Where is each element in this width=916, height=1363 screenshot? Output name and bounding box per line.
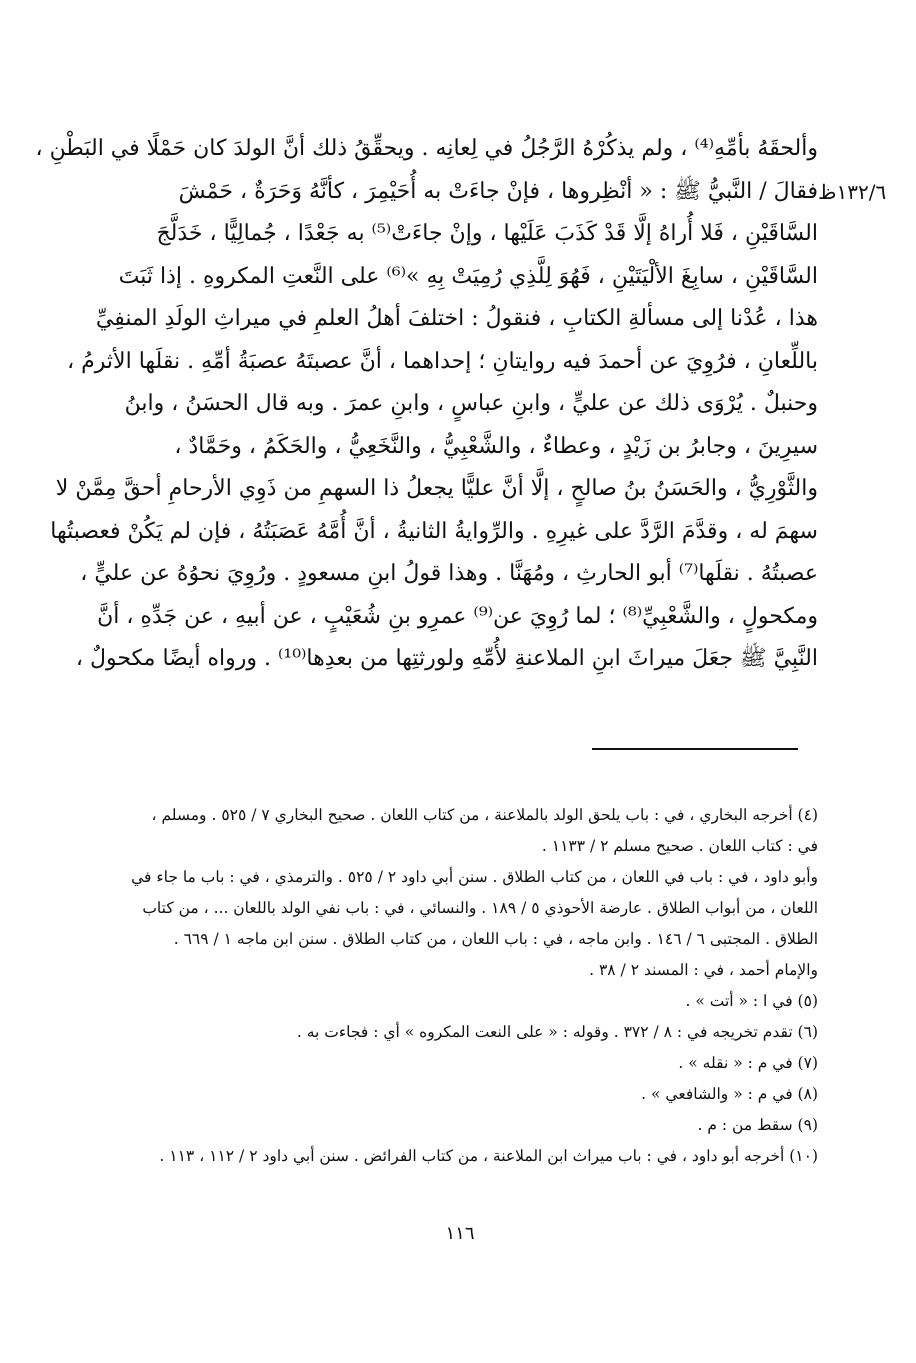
footnote-line: والإمام أحمد ، في : المسند ٢ / ٣٨ . <box>589 961 818 979</box>
body-line: وألحقَهُ بأمِّهِ⁽⁴⁾ ، ولم يذكُرْهُ الرَّجُلُ في لِعانِه . ويحقِّقُ ذلك أنَّ الولدَ كان حَمْلًا في البَطْنِ ، <box>35 136 818 161</box>
body-line: هذا ، عُدْنا إلى مسألةِ الكتابِ ، فنقولُ : اختلفَ أهلُ العلمِ في ميراثِ الولَدِ المنفِيِّ <box>95 306 818 331</box>
body-line: فقالَ / النَّبيُّ ﷺ : « أنْظِروها ، فإنْ جاءَتْ به أُحَيْمِرَ ، كأنَّهُ وَحَرَةٌ ، حَمْشَ <box>178 178 818 204</box>
footnote-line: (٦) تقدم تخريجه في : ٨ / ٣٧٢ . وقوله : « على النعت المكروه » أي : فجاءت به . <box>296 1023 818 1041</box>
footnote-line: الطلاق . المجتبى ٦ / ١٤٦ . وابن ماجه ، في : باب اللعان ، من كتاب الطلاق . سنن ابن ماجه ١ / ٦٦٩ . <box>173 930 818 948</box>
footnote-line: (٩) سقط من : م . <box>697 1116 818 1134</box>
body-line: النَّبِيَّ ﷺ جعَلَ ميراثَ ابنِ الملاعنةِ لأُمِّهِ ولورثتِها من بعدِها⁽¹⁰⁾ . ورواه أيضًا مكحولٌ ، <box>75 646 818 671</box>
body-line: باللِّعانِ ، فرُوِيَ عن أحمدَ فيه روايتانِ ؛ إحداهما ، أنَّ عصبتَهُ عصبَةُ أمِّهِ . نقلَها الأثرمُ ، <box>67 348 818 374</box>
footnote-line: (٧) في م : « نقله » . <box>678 1054 818 1072</box>
footnote-line: (٥) في ا : « أتت » . <box>685 992 818 1010</box>
footnote-line: وأبو داود ، في : باب في اللعان ، من كتاب الطلاق . سنن أبي داود ٢ / ٥٢٥ . والترمذي ، في : باب ما جاء في <box>131 868 818 886</box>
footnote-line: (٨) في م : « والشافعي » . <box>641 1085 818 1103</box>
footnote-line: في : كتاب اللعان . صحيح مسلم ٢ / ١١٣٣ . <box>541 837 818 855</box>
footnote-line: (٤) أخرجه البخاري ، في : باب يلحق الولد بالملاعنة ، من كتاب اللعان . صحيح البخاري ٧ / ٥٢٥ . ومسلم ، <box>151 806 818 824</box>
body-line: وحنبلٌ . يُرْوَى ذلك عن عليٍّ ، وابنِ عباسٍ ، وابنِ عمرَ . وبه قال الحسَنُ ، وابنُ <box>124 391 818 416</box>
main-text <box>35 128 818 681</box>
body-line: سهمَ له ، وقدَّمَ الرَّدَّ على غيرِهِ . والرِّوايةُ الثانيةُ ، أنَّ أُمَّهُ عَصَبَتُهُ ، فإن لم يَكُنْ فعصبتُها <box>50 518 818 544</box>
footnotes <box>128 800 818 1172</box>
body-line: السَّاقَيْنِ ، سابِغَ الألْيَتَيْنِ ، فَهُوَ لِلَّذِي رُمِيَتْ بِهِ »⁽⁶⁾ على النَّعتِ المكروهِ . إذا ثَبَتَ <box>118 263 818 289</box>
page-number: ١١٦ <box>445 1223 475 1244</box>
footnote-line: (١٠) أخرجه أبو داود ، في : باب ميراث ابن الملاعنة ، من كتاب الفرائض . سنن أبي داود ٢ / ١١٢ ، ١١٣ . <box>159 1147 818 1165</box>
body-line: والثَّوْرِيُّ ، والحَسَنُ بنُ صالحٍ ، إلَّا أنَّ عليًّا يجعلُ ذا السهمِ من ذَوِي الأرحامِ أحقَّ مِمَّنْ لا <box>55 476 818 501</box>
body-line: السَّاقَيْنِ ، فَلا أُراهُ إلَّا قَدْ كَذَبَ عَلَيْها ، وإنْ جاءَتْ⁽⁵⁾ به جَعْدًا ، جُمالِيًّا ، خَدَلَّجَ <box>156 221 818 246</box>
body-line: سيرِينَ ، وجابرُ بن زَيْدٍ ، وعطاءٌ ، والشَّعْبِيُّ ، والنَّخَعِيُّ ، والحَكَمُ ، وحَمَّادٌ ، <box>174 433 818 459</box>
footnote-line: اللعان ، من أبواب الطلاق . عارضة الأحوذي ٥ / ١٨٩ . والنسائي ، في : باب نفي الولد باللعان ... ، من كتاب <box>142 899 818 917</box>
margin-folio-note: ١٣٢/٦ظ <box>818 180 887 204</box>
body-line: ومكحولٍ ، والشَّعْبِيِّ⁽⁸⁾ ؛ لما رُوِيَ عن⁽⁹⁾ عمرِو بنِ شُعَيْبٍ ، عن أبيهِ ، عن جَدِّهِ ، أنَّ <box>97 603 818 629</box>
body-line: عصبتُهُ . نقلَها⁽⁷⁾ أبو الحارثِ ، ومُهَنَّا . وهذا قولُ ابنِ مسعودٍ . ورُوِيَ نحوُهُ عن عليٍّ ، <box>80 561 818 586</box>
footnote-separator <box>592 748 798 750</box>
